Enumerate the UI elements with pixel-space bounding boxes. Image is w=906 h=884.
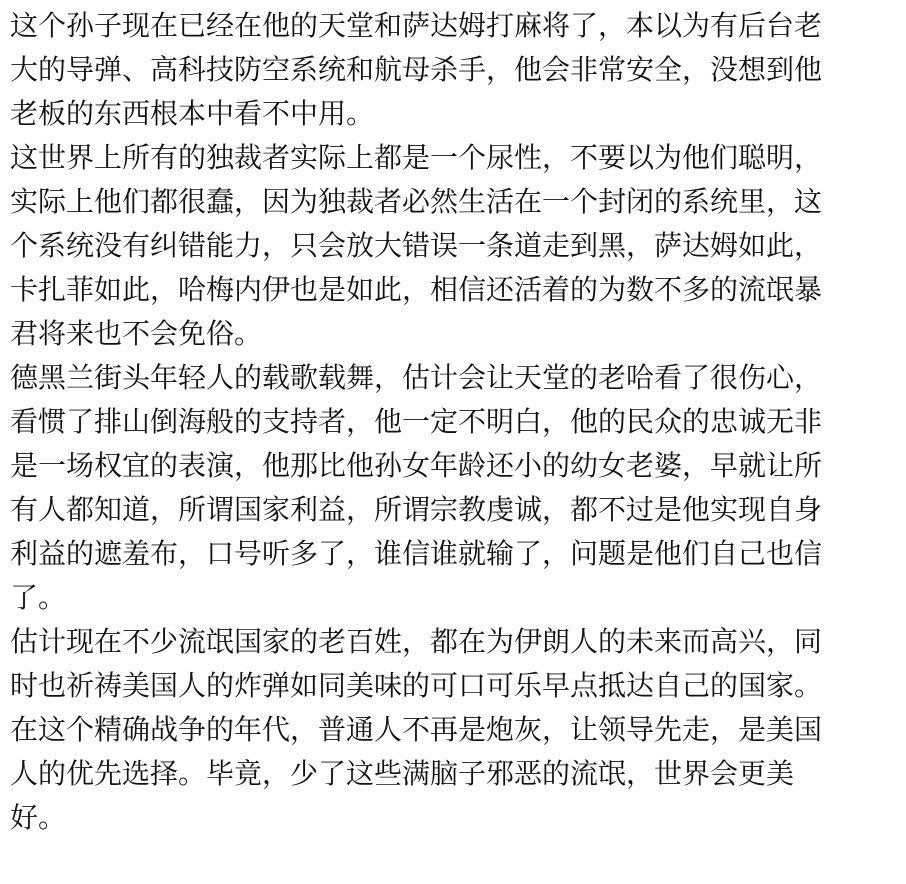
- text-line: 看惯了排山倒海般的支持者，他一定不明白，他的民众的忠诚无非: [10, 405, 823, 438]
- paragraph-3: [10, 356, 900, 620]
- text-line: 有人都知道，所谓国家利益，所谓宗教虔诚，都不过是他实现自身: [10, 493, 823, 526]
- text-line: 了。: [10, 581, 67, 614]
- text-line: 德黑兰街头年轻人的载歌载舞，估计会让天堂的老哈看了很伤心，: [10, 361, 823, 394]
- text-line: 利益的遮羞布，口号听多了，谁信谁就输了，问题是他们自己也信: [10, 537, 823, 570]
- text-line: 这世界上所有的独裁者实际上都是一个尿性，不要以为他们聪明，: [10, 141, 823, 174]
- text-line: 估计现在不少流氓国家的老百姓，都在为伊朗人的未来而高兴，同: [10, 625, 823, 658]
- text-line: 实际上他们都很蠢，因为独裁者必然生活在一个封闭的系统里，这: [10, 185, 823, 218]
- text-line: 卡扎菲如此，哈梅内伊也是如此，相信还活着的为数不多的流氓暴: [10, 273, 823, 306]
- text-line: 是一场权宜的表演，他那比他孙女年龄还小的幼女老婆，早就让所: [10, 449, 823, 482]
- paragraph-4: [10, 620, 900, 840]
- paragraph-1: [10, 4, 900, 136]
- text-line: 时也祈祷美国人的炸弹如同美味的可口可乐早点抵达自己的国家。: [10, 669, 823, 702]
- paragraph-2: [10, 136, 900, 356]
- text-line: 君将来也不会免俗。: [10, 317, 263, 350]
- text-line: 这个孙子现在已经在他的天堂和萨达姆打麻将了，本以为有后台老: [10, 9, 823, 42]
- text-line: 在这个精确战争的年代，普通人不再是炮灰，让领导先走，是美国: [10, 713, 823, 746]
- text-line: 大的导弹、高科技防空系统和航母杀手，他会非常安全，没想到他: [10, 53, 823, 86]
- text-line: 个系统没有纠错能力，只会放大错误一条道走到黑，萨达姆如此，: [10, 229, 823, 262]
- text-line: 人的优先选择。毕竟，少了这些满脑子邪恶的流氓，世界会更美: [10, 757, 795, 790]
- text-line: 老板的东西根本中看不中用。: [10, 97, 375, 130]
- text-line: 好。: [10, 801, 67, 834]
